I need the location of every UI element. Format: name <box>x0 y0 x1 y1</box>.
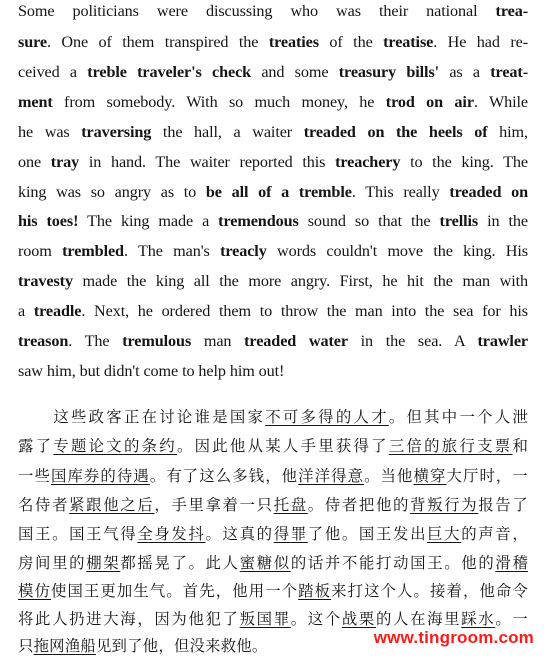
underlined-term: 得罪 <box>273 525 308 543</box>
site-watermark: www.tingroom.com <box>373 628 534 647</box>
bold-term: treacly <box>220 242 267 260</box>
underlined-term: 模仿 <box>18 582 51 600</box>
chinese-line: 将此人扔进大海，因为他犯了叛国罪。这个战栗的人在海里踩水。一 <box>18 610 528 628</box>
english-line: ment from somebody. With so much money, he trod on air. While <box>18 93 528 111</box>
underlined-term: 叛国罪 <box>239 610 291 628</box>
bold-term: treason <box>18 332 69 350</box>
english-line: room trembled. The man's treacly words couldn't move the king. His <box>18 242 528 260</box>
underlined-term: 托盘 <box>273 496 308 514</box>
bold-term: trembled <box>62 242 124 260</box>
english-line: a treadle. Next, he ordered them to throw the man into the sea for his <box>18 302 528 320</box>
underlined-term: 战栗 <box>341 610 376 628</box>
underlined-term: 专题论文的条约 <box>53 437 177 455</box>
bold-term: treasury bills' <box>338 63 440 81</box>
bold-term: tremendous <box>218 212 299 230</box>
english-line: treason. The tremulous man treaded water in the sea. A trawler <box>18 332 528 350</box>
english-line: king was so angry as to be all of a tremble. This really treaded on <box>18 183 528 201</box>
underlined-term: 紧跟他之后 <box>69 496 155 514</box>
bold-term: trawler <box>477 332 528 350</box>
english-line: one tray in hand. The waiter reported this treachery to the king. The <box>18 153 528 171</box>
bold-term: treatise <box>383 33 434 51</box>
chinese-line: 一些国库券的待遇。有了这么多钱，他洋洋得意。当他横穿大厅时，一 <box>18 467 528 485</box>
bold-term: sure <box>18 33 47 51</box>
bold-term: trea- <box>495 2 528 20</box>
bold-term: travesty <box>18 272 73 290</box>
english-line: travesty made the king all the more angry. First, he hit the man with <box>18 272 528 290</box>
chinese-line: 国王。国王气得全身发抖。这真的得罪了他。国王发出巨大的声音， <box>18 525 528 543</box>
underlined-term: 背叛行为 <box>410 496 479 514</box>
english-line: ceived a treble traveler's check and some treasury bills' as a treat- <box>18 63 528 81</box>
bold-term: treachery <box>335 153 401 171</box>
bold-term: trellis <box>439 212 479 230</box>
english-line: Some politicians were discussing who was their national trea- <box>18 2 528 20</box>
bold-term: treadle <box>33 302 82 320</box>
bold-term: traversing <box>81 123 152 141</box>
underlined-term: 滑稽 <box>495 554 529 572</box>
underlined-term: 踏板 <box>298 582 332 600</box>
chinese-line: 房间里的棚架都摇晃了。此人蜜糖似的话并不能打动国王。他的滑稽 <box>18 554 529 572</box>
underlined-term: 棚架 <box>86 554 121 572</box>
chinese-line: 模仿使国王更加生气。首先，他用一个踏板来打这个人。接着，他命令 <box>18 582 529 600</box>
underlined-term: 国库券的待遇 <box>50 467 150 485</box>
underlined-term: 洋洋得意 <box>298 467 365 485</box>
chinese-line: 露了专题论文的条约。因此他从某人手里获得了三倍的旅行支票和 <box>18 437 529 455</box>
english-line: he was traversing the hall, a waiter treaded on the heels of him, <box>18 123 528 141</box>
chinese-line: 只拖网渔船见到了他，但没来救他。 <box>18 637 268 655</box>
bold-term: treaded water <box>244 332 348 350</box>
underlined-term: 不可多得的人才 <box>265 408 389 426</box>
underlined-term: 全身发抖 <box>137 525 206 543</box>
bold-term: treaded on the heels of <box>303 123 488 141</box>
underlined-term: 拖网渔船 <box>33 637 96 655</box>
bold-term: treat- <box>490 63 528 81</box>
english-line: sure. One of them transpired the treaties of the treatise. He had re- <box>18 33 528 51</box>
underlined-term: 横穿 <box>413 467 447 485</box>
bold-term: tray <box>50 153 80 171</box>
underlined-term: 踩水 <box>461 610 496 628</box>
english-line: saw him, but didn't come to help him out! <box>18 362 285 380</box>
underlined-term: 巨大 <box>427 525 462 543</box>
underlined-term: 蜜糖似 <box>239 554 291 572</box>
english-line: his toes! The king made a tremendous sound so that the trellis in the <box>18 212 528 230</box>
underlined-term: 三倍的旅行支票 <box>388 437 513 455</box>
bold-term: treaties <box>268 33 319 51</box>
bold-term: treble traveler's check <box>87 63 252 81</box>
bold-term: trod on air <box>385 93 474 111</box>
bold-term: be all of a tremble <box>205 183 352 201</box>
bold-term: his toes! <box>18 212 79 230</box>
bold-term: tremulous <box>122 332 192 350</box>
bold-term: treaded on <box>449 183 528 201</box>
bold-term: ment <box>18 93 53 111</box>
chinese-line: 名侍者紧跟他之后，手里拿着一只托盘。侍者把他的背叛行为报告了 <box>18 496 528 514</box>
chinese-line: 这些政客正在讨论谁是国家不可多得的人才。但其中一个人泄 <box>18 408 528 426</box>
